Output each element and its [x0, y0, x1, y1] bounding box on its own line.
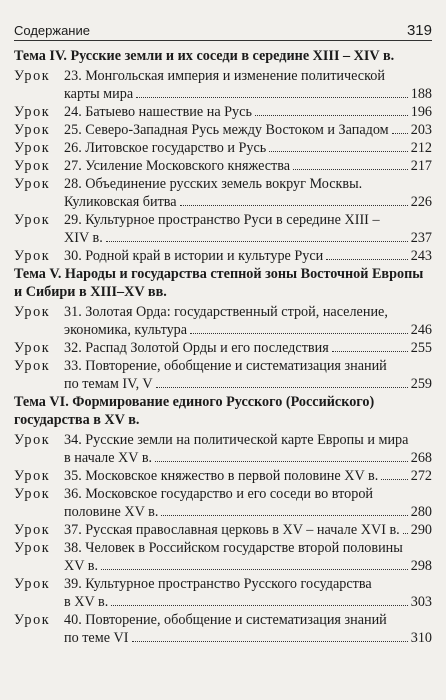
lesson-label: Урок	[14, 304, 51, 320]
entry-title-text: экономика, культура	[64, 322, 188, 338]
lesson-number: 36.	[64, 486, 82, 502]
lesson-label: Урок	[14, 612, 51, 628]
entry-page-number: 203	[410, 122, 432, 138]
entry-title-text: в начале XV в.	[64, 450, 153, 466]
entry-line	[64, 593, 432, 611]
entry-line	[64, 539, 432, 557]
entry-line	[64, 85, 432, 103]
lesson-number: 24.	[64, 104, 82, 120]
running-title: Содержание	[14, 23, 90, 38]
entry-body	[64, 357, 432, 393]
entry-body	[64, 575, 432, 611]
lesson-number: 28.	[64, 176, 82, 192]
section-title: Тема VI. Формирование единого Русского (Российского) государства в XV в.	[14, 394, 375, 428]
entry-body	[64, 157, 432, 175]
entry-title-text: Куликовская битва	[64, 194, 177, 210]
entry-line	[64, 449, 432, 467]
entry-line-text	[64, 121, 389, 139]
entry-title-text: Русские земли на политической карте Европы и мира	[85, 432, 409, 448]
entry-line	[64, 67, 432, 85]
toc-entry[interactable]	[14, 67, 432, 103]
entry-line-text	[64, 85, 133, 103]
entry-title-text: по темам IV, V	[64, 376, 153, 392]
entry-body	[64, 521, 432, 539]
entry-line-text	[64, 139, 266, 157]
toc-entry[interactable]	[14, 121, 432, 139]
lesson-label: Урок	[14, 522, 51, 538]
entry-title-text: половине XV в.	[64, 504, 159, 520]
dot-leader	[180, 205, 408, 206]
lesson-number: 27.	[64, 158, 82, 174]
entry-title-text: Повторение, обобщение и систематизация знаний	[85, 612, 387, 628]
entry-title-text: Объединение русских земель вокруг Москвы.	[85, 176, 363, 192]
dot-leader	[332, 351, 408, 352]
entry-line	[64, 357, 432, 375]
entry-page-number: 298	[410, 558, 432, 574]
dot-leader	[106, 241, 408, 242]
entry-page-number: 310	[410, 630, 432, 646]
entry-page-number: 280	[410, 504, 432, 520]
entry-title-text: Культурное пространство Руси в середине XIII –	[85, 212, 380, 228]
entry-page-number: 188	[410, 86, 432, 102]
toc-entry[interactable]	[14, 139, 432, 157]
entry-page-number: 243	[410, 248, 432, 264]
entry-line	[64, 611, 432, 629]
section-title: Тема V. Народы и государства степной зоны Восточной Европы и Сибири в XIII–XV вв.	[14, 266, 424, 300]
entry-line-text	[64, 247, 323, 265]
lesson-label: Урок	[14, 486, 51, 502]
toc-entry[interactable]	[14, 303, 432, 339]
lesson-number: 33.	[64, 358, 82, 374]
toc-entry[interactable]	[14, 157, 432, 175]
entry-line-text	[64, 375, 153, 393]
lesson-number: 40.	[64, 612, 82, 628]
entry-title-text: XV в.	[64, 558, 99, 574]
entry-line	[64, 575, 432, 593]
dot-leader	[255, 115, 408, 116]
entry-page-number: 196	[410, 104, 432, 120]
entry-page-number: 237	[410, 230, 432, 246]
lesson-label: Урок	[14, 68, 51, 84]
entry-title-text: Распад Золотой Орды и его последствия	[85, 340, 329, 356]
dot-leader	[161, 515, 407, 516]
entry-line	[64, 303, 432, 321]
lesson-label: Урок	[14, 176, 51, 192]
entry-line	[64, 103, 432, 121]
entry-title-text: карты мира	[64, 86, 134, 102]
dot-leader	[132, 641, 408, 642]
entry-line-text	[64, 576, 372, 592]
entry-line	[64, 375, 432, 393]
lesson-label: Урок	[14, 140, 51, 156]
dot-leader	[155, 461, 408, 462]
toc-entry[interactable]	[14, 211, 432, 247]
entry-line	[64, 175, 432, 193]
dot-leader	[326, 259, 407, 260]
entry-line	[64, 193, 432, 211]
entry-line-text	[64, 629, 129, 647]
lesson-number: 32.	[64, 340, 82, 356]
lesson-label: Урок	[14, 540, 51, 556]
entry-title-text: XIV в.	[64, 230, 103, 246]
entry-line	[64, 521, 432, 539]
entry-title-text: Батыево нашествие на Русь	[85, 104, 252, 120]
lesson-number: 31.	[64, 304, 82, 320]
entry-page-number: 212	[410, 140, 432, 156]
entry-title-text: Московское государство и его соседи во второй	[85, 486, 374, 502]
entry-line-text	[64, 521, 400, 539]
entry-body	[64, 611, 432, 647]
lesson-number: 35.	[64, 468, 82, 484]
lesson-number: 30.	[64, 248, 82, 264]
lesson-number: 23.	[64, 68, 82, 84]
lesson-number: 34.	[64, 432, 82, 448]
entry-body	[64, 67, 432, 103]
entry-page-number: 268	[410, 450, 432, 466]
entry-line	[64, 121, 432, 139]
entry-line-text	[64, 540, 403, 556]
entry-line-text	[64, 612, 387, 628]
entry-page-number: 226	[410, 194, 432, 210]
dot-leader	[381, 479, 407, 480]
dot-leader	[293, 169, 408, 170]
entry-line	[64, 247, 432, 265]
toc-entry[interactable]	[14, 611, 432, 647]
toc-entry[interactable]	[14, 175, 432, 211]
entry-body	[64, 431, 432, 467]
entry-line	[64, 211, 432, 229]
lesson-number: 37.	[64, 522, 82, 538]
page-number: 319	[406, 22, 432, 39]
entry-line	[64, 503, 432, 521]
lesson-number: 29.	[64, 212, 82, 228]
entry-page-number: 246	[410, 322, 432, 338]
entry-line-text	[64, 432, 408, 448]
entry-line	[64, 339, 432, 357]
toc-entry[interactable]	[14, 339, 432, 357]
entry-body	[64, 211, 432, 247]
entry-title-text: Золотая Орда: государственный строй, население,	[85, 304, 388, 320]
entry-line	[64, 557, 432, 575]
entry-title-text: Человек в Российском государстве второй половины	[85, 540, 403, 556]
entry-body	[64, 247, 432, 265]
lesson-label: Урок	[14, 158, 51, 174]
toc-section	[14, 265, 432, 393]
entry-line	[64, 157, 432, 175]
toc-entry[interactable]	[14, 539, 432, 575]
entry-line-text	[64, 157, 290, 175]
entry-body	[64, 121, 432, 139]
entry-body	[64, 303, 432, 339]
entry-body	[64, 175, 432, 211]
entry-title-text: Родной край в истории и культуре Руси	[85, 248, 324, 264]
entry-line	[64, 485, 432, 503]
entry-body	[64, 485, 432, 521]
entry-line-text	[64, 467, 378, 485]
lesson-label: Урок	[14, 358, 51, 374]
entry-title-text: Московское княжество в первой половине XV в.	[85, 468, 379, 484]
entry-line-text	[64, 358, 387, 374]
entry-title-text: по теме VI	[64, 630, 129, 646]
entry-title-text: Литовское государство и Русь	[85, 140, 267, 156]
entry-line	[64, 321, 432, 339]
lesson-label: Урок	[14, 122, 51, 138]
dot-leader	[156, 387, 408, 388]
entry-line-text	[64, 449, 152, 467]
entry-line-text	[64, 68, 385, 84]
toc-entry[interactable]	[14, 431, 432, 467]
lesson-label: Урок	[14, 340, 51, 356]
entry-line	[64, 629, 432, 647]
entry-page-number: 217	[410, 158, 432, 174]
table-of-contents	[14, 47, 432, 647]
entry-title-text: Повторение, обобщение и систематизация знаний	[85, 358, 387, 374]
dot-leader	[101, 569, 408, 570]
lesson-number: 38.	[64, 540, 82, 556]
lesson-label: Урок	[14, 248, 51, 264]
entry-body	[64, 339, 432, 357]
entry-title-text: Культурное пространство Русского государства	[85, 576, 372, 592]
entry-line-text	[64, 321, 187, 339]
entry-page-number: 255	[410, 340, 432, 356]
entry-page-number: 303	[410, 594, 432, 610]
toc-entry[interactable]	[14, 357, 432, 393]
toc-section	[14, 47, 432, 265]
entry-page-number: 272	[410, 468, 432, 484]
dot-leader	[269, 151, 407, 152]
entry-line-text	[64, 557, 98, 575]
entry-line-text	[64, 339, 329, 357]
toc-entry[interactable]	[14, 521, 432, 539]
entry-line	[64, 229, 432, 247]
entry-page-number: 290	[410, 522, 432, 538]
entry-title-text: Северо-Западная Русь между Востоком и Западом	[85, 122, 389, 138]
entry-line	[64, 431, 432, 449]
toc-section	[14, 393, 432, 647]
entry-line-text	[64, 212, 380, 228]
toc-entry[interactable]	[14, 575, 432, 611]
entry-page-number: 259	[410, 376, 432, 392]
lesson-number: 39.	[64, 576, 82, 592]
lesson-label: Урок	[14, 104, 51, 120]
dot-leader	[136, 97, 408, 98]
entry-line-text	[64, 503, 158, 521]
lesson-label: Урок	[14, 576, 51, 592]
entry-line-text	[64, 229, 103, 247]
entry-line	[64, 467, 432, 485]
entry-line	[64, 139, 432, 157]
lesson-label: Урок	[14, 468, 51, 484]
toc-entry[interactable]	[14, 247, 432, 265]
entry-line-text	[64, 304, 388, 320]
entry-line-text	[64, 103, 252, 121]
entry-title-text: Русская православная церковь в XV – начале XVI в.	[85, 522, 400, 538]
entry-line-text	[64, 486, 373, 502]
dot-leader	[111, 605, 407, 606]
entry-title-text: Монгольская империя и изменение политической	[85, 68, 385, 84]
entry-title-text: Усиление Московского княжества	[85, 158, 291, 174]
toc-entry[interactable]	[14, 467, 432, 485]
toc-entry[interactable]	[14, 485, 432, 521]
entry-line-text	[64, 193, 177, 211]
lesson-label: Урок	[14, 432, 51, 448]
toc-entry[interactable]	[14, 103, 432, 121]
dot-leader	[403, 533, 408, 534]
lesson-label: Урок	[14, 212, 51, 228]
entry-body	[64, 103, 432, 121]
entry-line-text	[64, 176, 362, 192]
dot-leader	[392, 133, 408, 134]
entry-title-text: в XV в.	[64, 594, 109, 610]
running-head	[14, 18, 432, 41]
entry-line-text	[64, 593, 108, 611]
dot-leader	[190, 333, 408, 334]
entry-body	[64, 139, 432, 157]
lesson-number: 25.	[64, 122, 82, 138]
entry-body	[64, 467, 432, 485]
entry-body	[64, 539, 432, 575]
section-title: Тема IV. Русские земли и их соседи в середине XIII – XIV в.	[14, 48, 395, 64]
lesson-number: 26.	[64, 140, 82, 156]
